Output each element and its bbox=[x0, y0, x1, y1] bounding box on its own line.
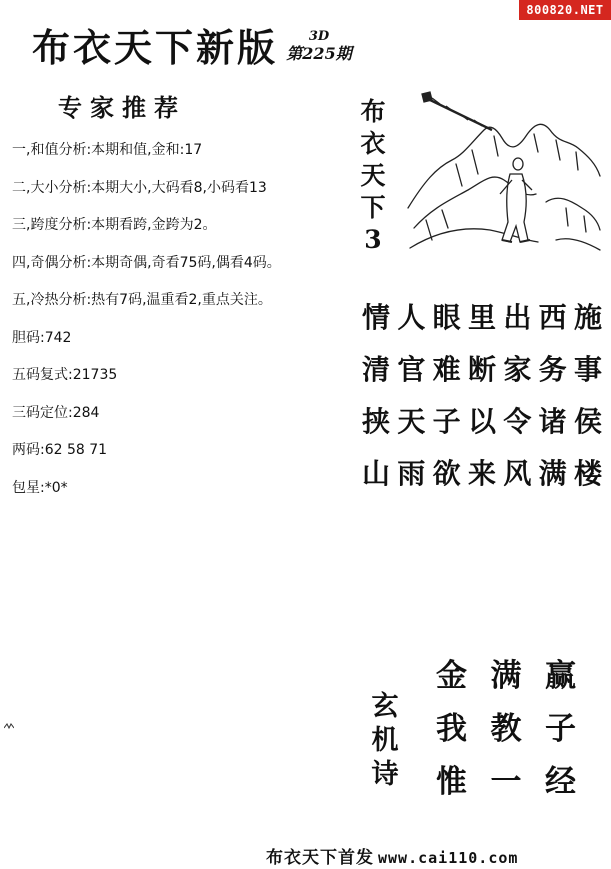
poem-char: 施 bbox=[573, 301, 602, 334]
poem-char: 出 bbox=[503, 301, 532, 334]
three-code-position: 三码定位:284 bbox=[12, 404, 100, 421]
mountain-scene-illustration bbox=[406, 90, 602, 258]
poem-line bbox=[362, 292, 602, 344]
page-title: 布衣天下新版 bbox=[32, 25, 279, 70]
poem-char: 官 bbox=[397, 353, 426, 386]
poem-char: 里 bbox=[467, 301, 496, 334]
xuanji-line-char: 子 bbox=[545, 711, 576, 747]
poem-char: 楼 bbox=[573, 457, 602, 490]
issue-label bbox=[284, 30, 354, 64]
poem-char: 来 bbox=[467, 457, 496, 490]
poem-char: 满 bbox=[538, 457, 567, 490]
side-title bbox=[355, 96, 391, 256]
poem-char: 务 bbox=[538, 353, 567, 386]
poem-char: 情 bbox=[362, 301, 391, 334]
poem-char: 人 bbox=[397, 301, 426, 334]
xuanji-poem bbox=[436, 650, 576, 809]
analysis-list bbox=[12, 132, 342, 507]
poem-block bbox=[362, 292, 602, 500]
analysis-span: 三,跨度分析:本期看跨,金跨为2。 bbox=[12, 217, 217, 233]
footer-text: 布衣天下首发 bbox=[266, 848, 374, 868]
xuanji-poem-label bbox=[367, 690, 403, 792]
xuanji-line-char: 满 bbox=[490, 658, 522, 694]
poem-char: 断 bbox=[467, 353, 496, 386]
poem-char: 眼 bbox=[432, 301, 461, 334]
xuanji-char: 机 bbox=[371, 725, 399, 756]
xuanji-line-char: 教 bbox=[490, 711, 522, 747]
side-title-char: 下 bbox=[360, 193, 386, 222]
poem-line bbox=[362, 344, 602, 396]
footer-url-link[interactable]: www.cai110.com bbox=[378, 849, 519, 867]
xuanji-line-char: 惟 bbox=[436, 764, 467, 800]
poem-char: 挟 bbox=[362, 405, 391, 438]
bao-xing: 包星:*0* bbox=[12, 479, 68, 496]
xuanji-line-char: 赢 bbox=[545, 658, 576, 694]
xuanji-line bbox=[436, 756, 576, 809]
xuanji-line-char: 金 bbox=[436, 658, 467, 694]
xuanji-char: 玄 bbox=[371, 691, 399, 722]
side-title-char: 衣 bbox=[360, 129, 386, 158]
xuanji-line-char: 经 bbox=[545, 764, 576, 800]
issue-number: 第225期 bbox=[286, 44, 352, 63]
poem-char: 令 bbox=[503, 405, 532, 438]
poem-char: 清 bbox=[362, 353, 391, 386]
analysis-sum: 一,和值分析:本期和值,金和:17 bbox=[12, 142, 203, 158]
poem-char: 子 bbox=[432, 405, 461, 438]
side-title-char: 布 bbox=[360, 97, 386, 126]
footer bbox=[266, 843, 518, 868]
side-title-char: 天 bbox=[360, 161, 386, 190]
poem-char: 山 bbox=[362, 457, 391, 490]
poem-char: 以 bbox=[467, 405, 496, 438]
poem-char: 难 bbox=[432, 353, 461, 386]
five-code-compound: 五码复式:21735 bbox=[12, 367, 118, 383]
analysis-size: 二,大小分析:本期大小,大码看8,小码看13 bbox=[12, 179, 267, 196]
poem-char: 天 bbox=[397, 405, 426, 438]
site-badge[interactable]: 800820.NET bbox=[519, 0, 611, 20]
xuanji-line bbox=[436, 703, 576, 756]
poem-line bbox=[362, 396, 602, 448]
small-mark-icon bbox=[4, 722, 14, 730]
poem-char: 家 bbox=[503, 353, 532, 386]
dan-code: 胆码:742 bbox=[12, 329, 72, 346]
poem-char: 诸 bbox=[538, 405, 567, 438]
two-codes: 两码:62 58 71 bbox=[12, 442, 108, 458]
xuanji-char: 诗 bbox=[371, 759, 399, 790]
analysis-odd-even: 四,奇偶分析:本期奇偶,奇看75码,偶看4码。 bbox=[12, 254, 281, 271]
poem-char: 侯 bbox=[573, 405, 602, 438]
poem-char: 雨 bbox=[397, 457, 426, 490]
poem-char: 欲 bbox=[432, 457, 461, 490]
poem-char: 风 bbox=[503, 457, 532, 490]
game-label: 3D bbox=[308, 29, 330, 44]
poem-char: 事 bbox=[573, 353, 602, 386]
xuanji-line bbox=[436, 650, 576, 703]
expert-recommendation-heading: 专家推荐 bbox=[58, 93, 186, 122]
xuanji-line-char: 我 bbox=[436, 711, 467, 747]
poem-line bbox=[362, 448, 602, 500]
poem-char: 西 bbox=[538, 301, 567, 334]
xuanji-line-char: 一 bbox=[490, 764, 522, 800]
analysis-hot-cold: 五,冷热分析:热有7码,温重看2,重点关注。 bbox=[12, 292, 272, 308]
side-title-char: 3 bbox=[364, 225, 382, 254]
